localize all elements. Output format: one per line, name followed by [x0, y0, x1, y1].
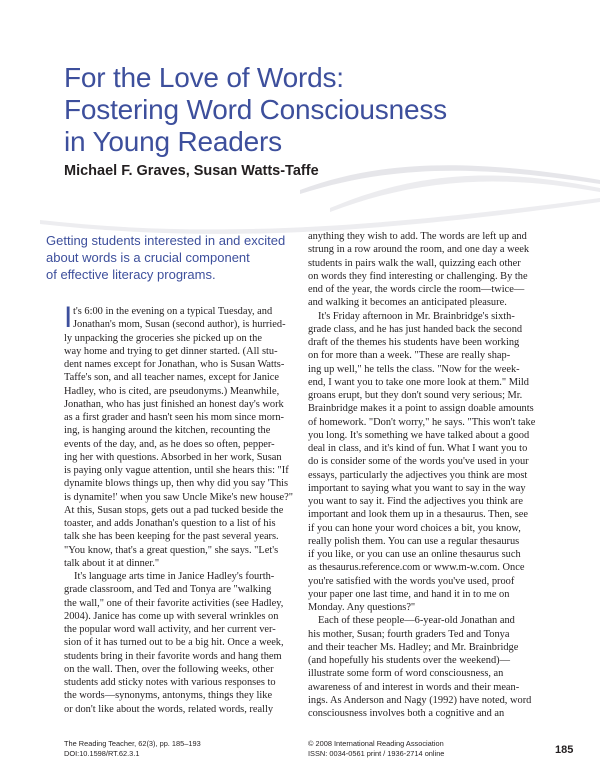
body-text-line: as thesaurus.reference.com or www.m-w.com. Once	[308, 562, 525, 574]
body-text-line: dynamite blows things up, then why did you say 'This	[64, 478, 289, 490]
body-text-line: sion of it has turned out to be a big hit. Once a week,	[64, 637, 284, 649]
body-text-line: illustrate some form of word consciousness, an	[308, 668, 504, 680]
body-text-line: Each of these people—6-year-old Jonathan and	[318, 615, 515, 627]
body-text-line: dent names except for Jonathan, who is Susan Watts-	[64, 359, 285, 370]
body-text-line: you're satisfied with the words you've used, proof	[308, 575, 515, 587]
body-text-line: way home and trying to get dinner started. (All stu-	[64, 345, 278, 357]
body-text-line: important and look them up in a thesaurus. Then, see	[308, 509, 528, 521]
article-lede	[46, 232, 286, 283]
body-column-left	[64, 301, 294, 716]
footer-copyright	[308, 739, 444, 759]
footer-copyright-line: © 2008 International Reading Association	[308, 739, 444, 748]
article-title	[64, 62, 544, 158]
body-text-line: on for more than a week. "These are really shap-	[308, 350, 511, 362]
body-text-line: grade classroom, and Ted and Tonya are "walking	[64, 584, 272, 596]
body-text-line: groans erupt, but they don't sound very serious; Mr.	[308, 390, 523, 401]
body-text-line: ings. As Anderson and Nagy (1992) have noted, word	[308, 694, 532, 706]
body-text-line: 2004). Janice has come up with several wrinkles on	[64, 610, 279, 622]
body-text-line: ing her with questions. Absorbed in her work, Susan	[64, 451, 282, 463]
body-text-line: ing, is hanging around the kitchen, recounting the	[64, 425, 271, 437]
title-line: in Young Readers	[64, 126, 282, 157]
body-text-line: on words they find interesting or challenging. By the	[308, 270, 528, 282]
body-text-line: if you like, or you can use an online thesaurus such	[308, 549, 521, 560]
body-text-line: students add sticky notes with various responses to	[64, 677, 276, 688]
body-text-line: you long. It's something we have talked about a good	[308, 429, 530, 441]
body-text-line: the words—synonyms, antonyms, things they like	[64, 690, 273, 702]
footer-issn: ISSN: 0034-0561 print / 1936-2714 online	[308, 749, 445, 758]
body-text-line: Monday. Any questions?"	[308, 602, 416, 613]
body-column-right	[308, 230, 536, 720]
body-text-line: is paying only vague attention, until she hears this: "If	[64, 465, 289, 476]
body-text-line: Jonathan, who has just finished an honest day's work	[64, 398, 284, 410]
body-text-line: Jonathan's mom, Susan (second author), is hurried-	[73, 319, 286, 331]
body-text-line: ing up well," he tells the class. "Now for the week-	[308, 363, 520, 375]
body-text-line: anything they wish to add. The words are left up and	[308, 231, 527, 242]
body-text-line: end, I want you to take one more look at them." Mild	[308, 376, 529, 388]
body-text-line: awareness of and interest in words and their mean-	[308, 681, 520, 693]
body-text-line: you want to say it. Find the adjectives you think are	[308, 496, 523, 507]
body-text-line: or don't like about the words, related words, really	[64, 703, 274, 715]
body-text-line: ly unpacking the groceries she picked up on the	[64, 332, 262, 344]
title-line: For the Love of Words:	[64, 62, 344, 93]
body-text-line: Hadley, who is cited, are pseudonyms.) Meanwhile,	[64, 385, 280, 397]
body-text-line: It's Friday afternoon in Mr. Brainbridge's sixth-	[318, 310, 515, 322]
body-text-line: grade class, and he has just handed back the second	[308, 323, 523, 335]
body-text-line: deal in class, and it's kind of fun. What I want you to	[308, 443, 528, 454]
body-text-line: toaster, and adds Jonathan's question to a list of his	[64, 518, 276, 529]
body-text-line: on the wall. Then, over the following weeks, other	[64, 663, 274, 675]
body-text-line: Brainbridge makes it a point to assign doable amounts	[308, 403, 534, 415]
body-text-line: (and hopefully his students over the weekend)—	[308, 655, 510, 666]
body-text-line: draft of the themes his students have been working	[308, 337, 520, 348]
lede-line: Getting students interested in and excited	[46, 233, 286, 248]
body-text-line: consciousness involves both a cognitive and an	[308, 708, 505, 719]
body-text-line: and walking it becomes an anticipated pleasure.	[308, 297, 507, 309]
lede-line: of effective literacy programs.	[46, 267, 216, 282]
body-text-line: talk she has been keeping for the past several years.	[64, 531, 279, 543]
footer-citation	[64, 739, 201, 759]
body-text-line: is dynamite!' when you saw Uncle Mike's new house?"	[64, 491, 294, 503]
body-text-line: strung in a row around the room, and one day a week	[308, 244, 530, 256]
body-text-line: essays, particularly the adjectives you think are most	[308, 469, 528, 481]
body-text-line: students bring in their favorite words and hang them	[64, 650, 282, 662]
footer-journal: The Reading Teacher, 62(3), pp. 185–193	[64, 739, 201, 748]
body-text-line: students in pairs walk the wall, quizzing each other	[308, 257, 521, 269]
drop-cap: I	[64, 301, 73, 334]
body-text-line: talk about it at dinner."	[64, 557, 160, 569]
body-text-line: and their teacher Ms. Hadley; and Mr. Brainbridge	[308, 641, 519, 653]
lede-line: about words is a crucial component	[46, 250, 250, 265]
body-text-line: if you can hone your word choices a bit, you know,	[308, 522, 521, 534]
body-text-line: as a first grader and hasn't seen his mom since morn-	[64, 412, 285, 423]
footer-doi: DOI:10.1598/RT.62.3.1	[64, 749, 140, 758]
body-text-line: of homework. "Don't worry," he says. "This won't take	[308, 416, 536, 428]
body-text-line: important to saying what you want to say in the way	[308, 482, 526, 494]
body-text-line: do is consider some of the words you've used in your	[308, 456, 529, 468]
title-line: Fostering Word Consciousness	[64, 94, 447, 125]
body-text-line: the popular word wall activity, and her current ver-	[64, 624, 276, 635]
body-text-line: the wall," one of their favorite activities (see Hadley,	[64, 597, 284, 609]
body-text-line: end of the year, the words circle the room—twice—	[308, 284, 525, 295]
body-text-line: really polish them. You can use a regular thesaurus	[308, 535, 520, 547]
body-text-line: your paper one last time, and hand it in to me on	[308, 588, 510, 600]
body-text-line: t's 6:00 in the evening on a typical Tuesday, and	[73, 306, 273, 317]
body-text-line: his mother, Susan; fourth graders Ted and Tonya	[308, 628, 510, 640]
page-number: 185	[555, 744, 574, 756]
body-text-line: events of the day, and, as he does so often, pepper-	[64, 438, 275, 450]
body-text-line: At this, Susan stops, gets out a pad tucked beside the	[64, 504, 284, 516]
article-authors: Michael F. Graves, Susan Watts-Taffe	[64, 163, 319, 179]
body-text-line: It's language arts time in Janice Hadley's fourth-	[74, 571, 275, 582]
body-text-line: Taffe's son, and all teacher names, except for Janice	[64, 372, 280, 384]
body-text-line: "You know, that's a great question," she says. "Let's	[64, 544, 279, 556]
